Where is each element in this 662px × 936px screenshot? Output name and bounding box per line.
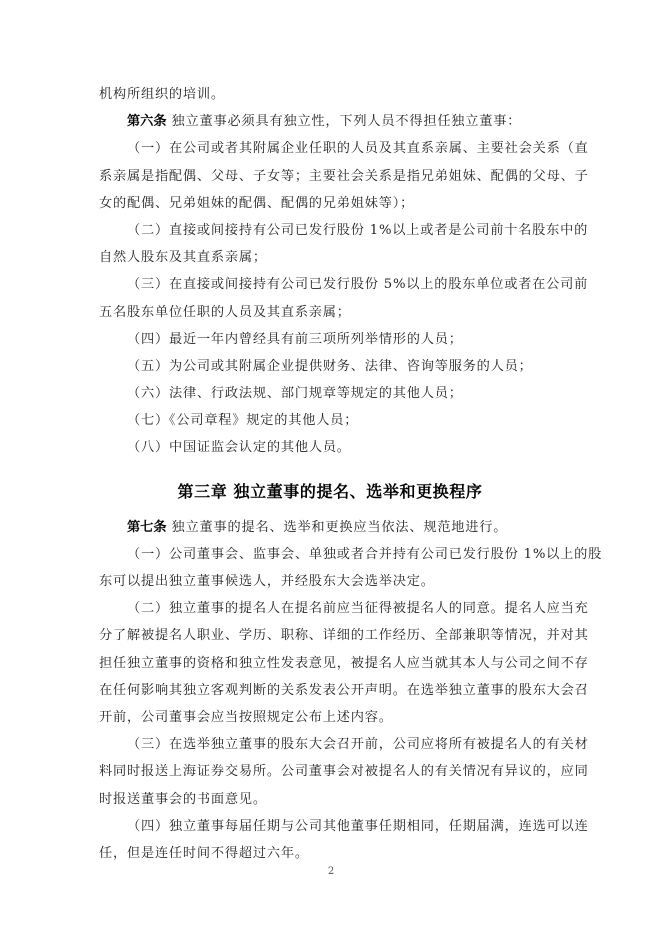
list-item-6: （六）法律、行政法规、部门规章等规定的其他人员； [127,386,463,402]
list-item-3-line-2: 五名股东单位任职的人员及其直系亲属； [99,304,351,320]
nomination-item-3-line-2: 料同时报送上海证券交易所。公司董事会对被提名人的有关情况有异议的，应同 [99,764,589,780]
article-text: 独立董事必须具有独立性，下列人员不得担任独立董事： [166,114,522,130]
nomination-item-1-line-2: 东可以提出独立董事候选人，并经股东大会选举决定。 [99,574,435,589]
article-7-intro [99,514,561,541]
list-item-2-line-1: （二）直接或间接持有公司已发行股份 1%以上或者是公司前十名股东中的 [127,222,589,238]
list-item-1-line-1: （一）在公司或者其附属企业任职的人员及其直系亲属、主要社会关系（直 [127,141,589,157]
nomination-item-2-line-3: 担任独立董事的资格和独立性发表意见，被提名人应当就其本人与公司之间不存 [99,655,589,671]
page-body [99,81,603,867]
article-label: 第七条 [127,519,167,535]
nomination-item-4-line-2: 任，但是连任时间不得超过六年。 [99,845,309,861]
nomination-item-2-line-4: 在任何影响其独立客观判断的关系发表公开声明。在选举独立董事的股东大会召 [99,682,589,698]
nomination-item-1-line-1: （一）公司董事会、监事会、单独或者合并持有公司已发行股份 1%以上的股 [127,546,603,562]
page-number: 2 [327,866,335,877]
nomination-item-3-line-1: （三）在选举独立董事的股东大会召开前，公司应将所有被提名人的有关材 [127,737,589,753]
nomination-item-2-line-2: 分了解被提名人职业、学历、职称、详细的工作经历、全部兼职等情况，并对其 [99,628,589,644]
list-item-1-line-3: 女的配偶、兄弟姐妹的配偶、配偶的兄弟姐妹等）； [99,195,415,211]
nomination-item-2-line-5: 开前，公司董事会应当按照规定公布上述内容。 [99,709,393,725]
nomination-item-2-line-1: （二）独立董事的提名人在提名前应当征得被提名人的同意。提名人应当充 [127,601,589,617]
list-item-8: （八）中国证监会认定的其他人员。 [127,440,351,456]
paragraph-line: 机构所组织的培训。 [99,87,225,102]
list-item-4: （四）最近一年内曾经具有前三项所列举情形的人员； [127,331,463,347]
chapter-heading: 第三章 独立董事的提名、选举和更换程序 [177,481,483,501]
list-item-1-line-2: 系亲属是指配偶、父母、子女等；主要社会关系是指兄弟姐妹、配偶的父母、子 [99,168,589,184]
list-item-2-line-2: 自然人股东及其直系亲属； [99,250,267,266]
article-text: 独立董事的提名、选举和更换应当依法、规范地进行。 [166,519,508,535]
list-item-7: （七）《公司章程》规定的其他人员； [127,413,359,429]
list-item-3-line-1: （三）在直接或间接持有公司已发行股份 5%以上的股东单位或者在公司前 [127,277,589,293]
list-item-5: （五）为公司或其附属企业提供财务、法律、咨询等服务的人员； [127,358,533,374]
article-label: 第六条 [127,114,167,130]
article-6-intro [99,108,561,135]
nomination-item-3-line-3: 时报送董事会的书面意见。 [99,791,267,807]
nomination-item-4-line-1: （四）独立董事每届任期与公司其他董事任期相同，任期届满，连选可以连 [127,818,589,834]
